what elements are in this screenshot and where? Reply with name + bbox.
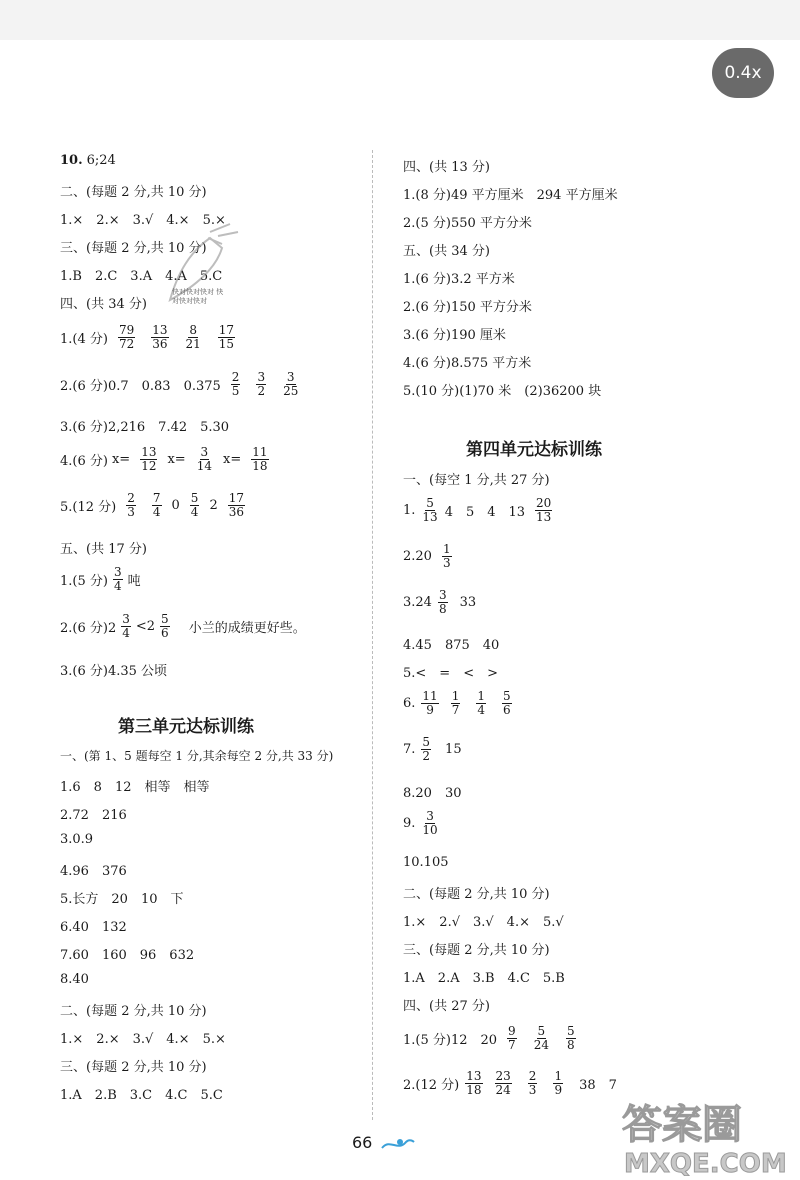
section-heading: 四、(共 13 分) <box>403 160 490 175</box>
fraction: $\frac{5}{13}$ <box>422 496 438 524</box>
answer-line: 1.(8 分)49 平方厘米 294 平方厘米 <box>403 188 618 203</box>
svg-text:MXQE.COM: MXQE.COM <box>624 1149 787 1176</box>
fraction: $\frac{7}{4}$ <box>152 491 161 519</box>
fraction: $\frac{5}{8}$ <box>566 1024 575 1052</box>
fraction: $\frac{2}{3}$ <box>528 1069 537 1097</box>
answer-line: 1.(6 分)3.2 平方米 <box>403 272 515 287</box>
answer-line: 1.A 2.B 3.C 4.C 5.C <box>60 1088 223 1103</box>
answer-line: 5.(12 分) $\frac{2}{3}$ $\frac{7}{4}$ 0 $\frac{5}{4}$ 2 $\frac{17}{36}$ <box>60 491 244 519</box>
section-heading: 三、(每题 2 分,共 10 分) <box>60 241 207 256</box>
fraction: $\frac{11}{18}$ <box>252 445 268 473</box>
fraction: $\frac{3}{14}$ <box>196 445 212 473</box>
answer-line: 8.20 30 <box>403 786 462 801</box>
fraction: $\frac{9}{7}$ <box>508 1024 516 1052</box>
section-heading: 一、(每空 1 分,共 27 分) <box>403 473 550 488</box>
fraction: $\frac{3}{4}$ <box>113 565 122 593</box>
answer-line: 10.105 <box>403 855 449 870</box>
unit-title: 第三单元达标训练 <box>118 717 254 737</box>
answer-line: 5.< = < > <box>403 666 498 681</box>
answer-line: 1. $\frac{5}{13}$ 4 5 4 13 $\frac{20}{13}$ <box>403 496 552 524</box>
fraction: $\frac{3}{10}$ <box>422 809 438 837</box>
fraction: $\frac{1}{4}$ <box>477 689 485 717</box>
fraction: $\frac{23}{24}$ <box>495 1069 511 1097</box>
answer-line: 2.72 216 <box>60 808 127 823</box>
section-heading: 四、(共 27 分) <box>403 999 490 1014</box>
answer-line: 1.(4 分) $\frac{79}{72}$ $\frac{13}{36}$ $\frac{8}{21}$ $\frac{17}{15}$ <box>60 323 235 351</box>
answer-line: 5.(10 分)(1)70 米 (2)36200 块 <box>403 384 602 399</box>
answer-line: 3.0.9 <box>60 832 94 847</box>
fraction: $\frac{8}{21}$ <box>185 323 201 351</box>
answer-line: 2.20 $\frac{1}{3}$ <box>403 542 451 570</box>
section-heading: 二、(每题 2 分,共 10 分) <box>60 185 207 200</box>
section-heading: 五、(共 34 分) <box>403 244 490 259</box>
section-heading: 一、(第 1、5 题每空 1 分,其余每空 2 分,共 33 分) <box>60 749 334 763</box>
section-heading: 二、(每题 2 分,共 10 分) <box>60 1004 207 1019</box>
answer-line: 4.(6 分) x= $\frac{13}{12}$ x= $\frac{3}{14}$ x= $\frac{11}{18}$ <box>60 445 268 473</box>
answer-line: 3.24 $\frac{3}{8}$ 33 <box>403 588 477 616</box>
answer-line: 2.(6 分)2 $\frac{3}{4}$ <2 $\frac{5}{6}$ 小兰的成绩更好些。 <box>60 612 306 640</box>
answer-line: 6.40 132 <box>60 920 127 935</box>
answer-line: 1.6 8 12 相等 相等 <box>60 780 210 795</box>
section-heading: 四、(共 34 分) <box>60 297 147 312</box>
answer-line: 9. $\frac{3}{10}$ <box>403 809 438 837</box>
answer-line: 3.(6 分)2,216 7.42 5.30 <box>60 420 230 435</box>
fraction: $\frac{2}{3}$ <box>127 491 135 519</box>
answer-line: 3.(6 分)190 厘米 <box>403 328 506 343</box>
fraction: $\frac{20}{13}$ <box>536 496 552 524</box>
answer-line: 6. $\frac{11}{9}$ $\frac{1}{7}$ $\frac{1}{4}$ $\frac{5}{6}$ <box>403 689 511 717</box>
answer-line: 5.长方 20 10 下 <box>60 892 184 907</box>
fraction: $\frac{13}{36}$ <box>152 323 168 351</box>
fraction: $\frac{3}{2}$ <box>257 370 266 398</box>
answer-line: 2.(6 分)150 平方分米 <box>403 300 532 315</box>
fraction: $\frac{17}{15}$ <box>218 323 235 351</box>
section-heading: 五、(共 17 分) <box>60 542 147 557</box>
fraction: $\frac{3}{25}$ <box>283 370 299 398</box>
answer-line: 7.60 160 96 632 <box>60 948 195 963</box>
fraction: $\frac{1}{9}$ <box>554 1069 563 1097</box>
answer-line: 4.45 875 40 <box>403 638 500 653</box>
section-heading: 三、(每题 2 分,共 10 分) <box>60 1060 207 1075</box>
fraction: $\frac{79}{72}$ <box>118 323 135 351</box>
answer-line: 1.× 2.√ 3.√ 4.× 5.√ <box>403 915 564 930</box>
section-heading: 二、(每题 2 分,共 10 分) <box>403 887 550 902</box>
section-heading: 三、(每题 2 分,共 10 分) <box>403 943 550 958</box>
fraction: $\frac{5}{24}$ <box>533 1024 549 1052</box>
answer-line: 10. 6;24 <box>60 153 116 168</box>
answer-line: 7. $\frac{5}{2}$ 15 <box>403 735 462 763</box>
answer-line: 1.× 2.× 3.√ 4.× 5.× <box>60 1032 226 1047</box>
answer-line: 1.A 2.A 3.B 4.C 5.B <box>403 971 565 986</box>
answer-line: 2.(12 分) $\frac{13}{18}$ $\frac{23}{24}$ $\frac{2}{3}$ $\frac{1}{9}$ 38 7 <box>403 1069 617 1097</box>
fraction: $\frac{1}{7}$ <box>451 689 460 717</box>
answer-line: 4.(6 分)8.575 平方米 <box>403 356 532 371</box>
fraction: $\frac{11}{9}$ <box>422 689 438 717</box>
fraction: $\frac{5}{4}$ <box>190 491 199 519</box>
fraction: $\frac{3}{8}$ <box>438 588 447 616</box>
watermark-text: 快对快对快对 快对快对快对 <box>172 288 224 305</box>
fraction: $\frac{1}{3}$ <box>442 542 451 570</box>
zoom-level-button[interactable]: 0.4x <box>712 48 774 98</box>
fraction: $\frac{2}{5}$ <box>231 370 240 398</box>
page-number: 66 <box>352 1133 373 1152</box>
fraction: $\frac{17}{36}$ <box>228 491 244 519</box>
fraction: $\frac{13}{18}$ <box>466 1069 482 1097</box>
answer-line: 1.(5 分)12 20 $\frac{9}{7}$ $\frac{5}{24}$ $\frac{5}{8}$ <box>403 1024 575 1052</box>
site-logo-icon <box>618 1088 796 1176</box>
answer-line: 4.96 376 <box>60 864 127 879</box>
fraction: $\frac{5}{6}$ <box>502 689 511 717</box>
answer-line: 3.(6 分)4.35 公顷 <box>60 664 168 679</box>
answer-line: 1.B 2.C 3.A 4.A 5.C <box>60 269 223 284</box>
unit-title: 第四单元达标训练 <box>466 440 602 460</box>
page-ornament-icon <box>380 1134 416 1154</box>
viewer-top-bar <box>0 0 800 40</box>
answer-line: 2.(5 分)550 平方分米 <box>403 216 532 231</box>
fraction: $\frac{5}{2}$ <box>422 735 431 763</box>
answer-line: 1.× 2.× 3.√ 4.× 5.× <box>60 213 226 228</box>
answer-line: 8.40 <box>60 972 89 987</box>
svg-text:答案圈: 答案圈 <box>622 1102 742 1148</box>
answer-line: 1.(5 分) $\frac{3}{4}$ 吨 <box>60 565 141 593</box>
fraction: $\frac{5}{6}$ <box>161 612 169 640</box>
answer-line: 2.(6 分)0.7 0.83 0.375 $\frac{2}{5}$ $\frac{3}{2}$ $\frac{3}{25}$ <box>60 370 299 398</box>
fraction: $\frac{13}{12}$ <box>141 445 157 473</box>
column-divider <box>372 150 373 1120</box>
fraction: $\frac{3}{4}$ <box>122 612 130 640</box>
